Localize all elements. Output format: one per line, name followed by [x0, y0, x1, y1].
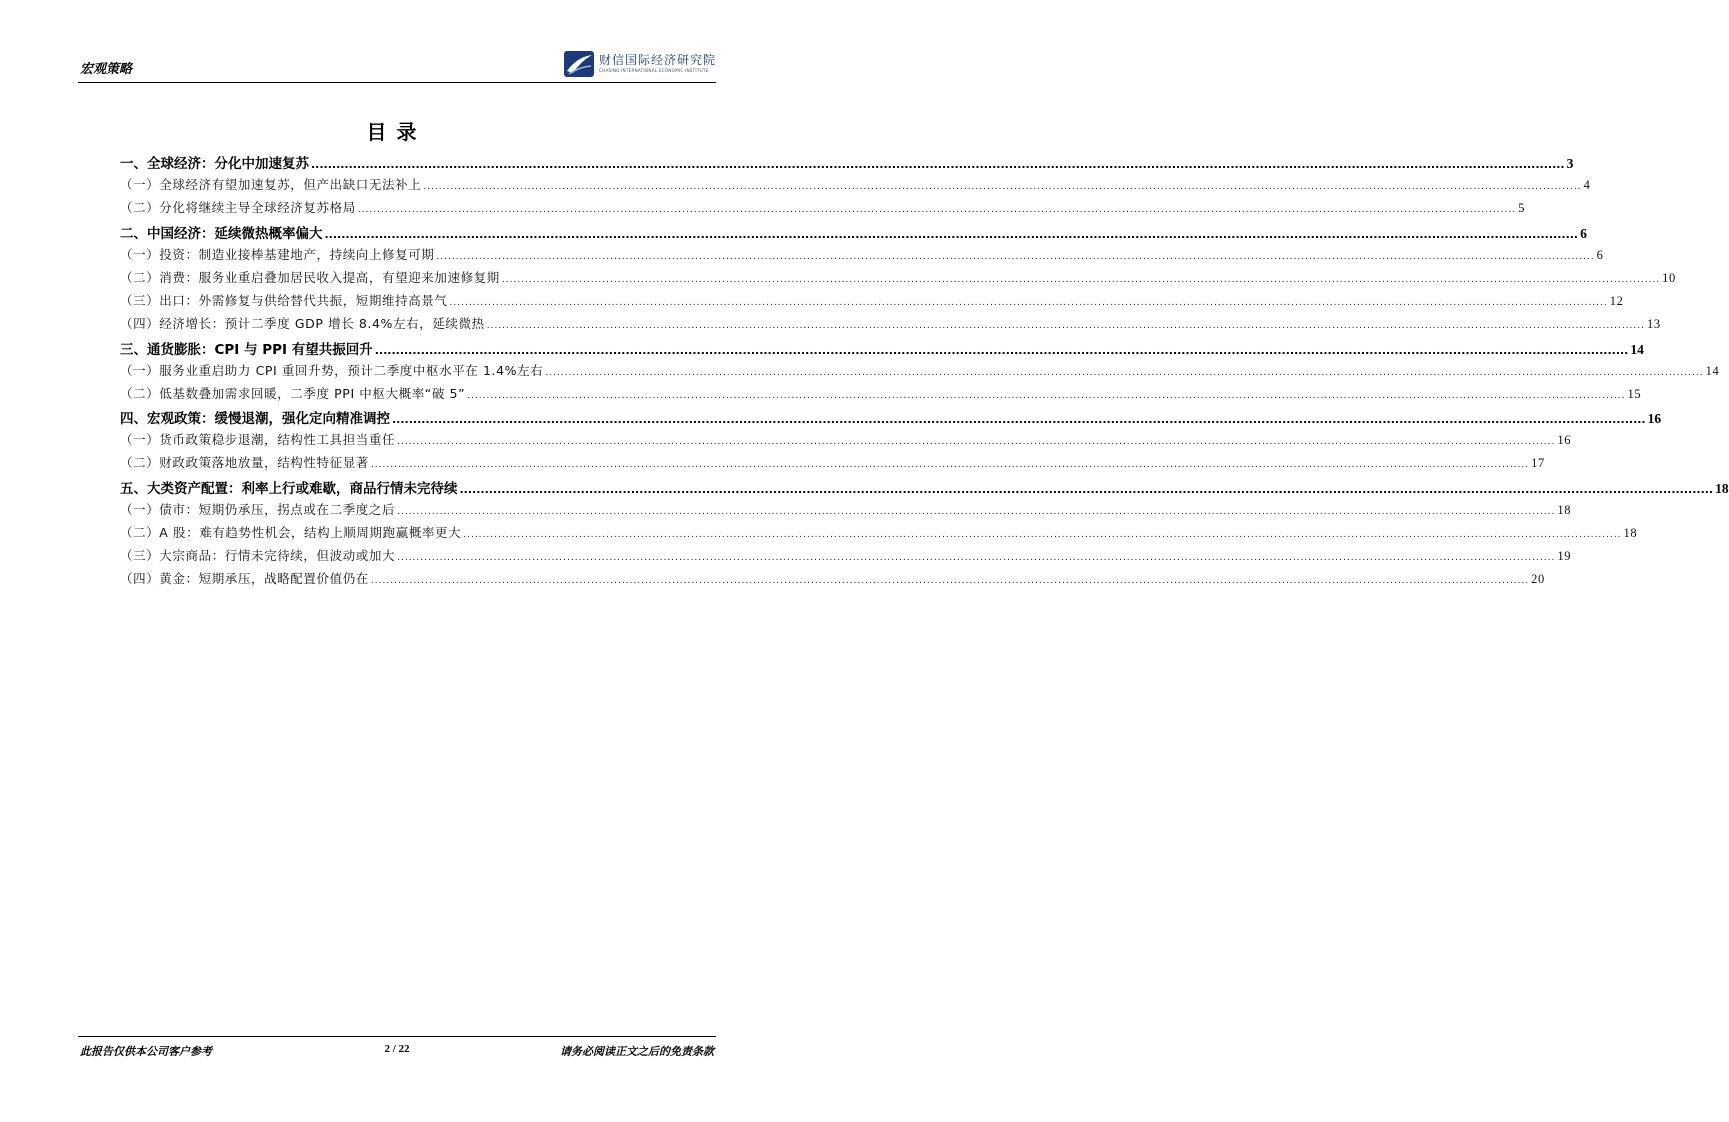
toc-subsection-entry[interactable] — [120, 500, 1572, 523]
toc-entry-page: 13 — [1647, 317, 1661, 332]
logo-chinese-name: 财信国际经济研究院 — [598, 53, 716, 68]
toc-subsection-entry[interactable] — [120, 198, 1525, 221]
toc-section-entry[interactable] — [120, 222, 1587, 245]
toc-entry-page: 18 — [1623, 526, 1638, 540]
page-header — [78, 48, 716, 83]
toc-leader-dots: ............................................................................................................................................................................................................................................................................................................ — [397, 553, 1556, 564]
toc-entry-label: （一）投资：制造业接棒基建地产，持续向上修复可期 — [120, 246, 435, 262]
toc-entry-page: 17 — [1531, 456, 1545, 471]
toc-entry-page: 14 — [1705, 363, 1720, 378]
toc-entry-label: （二）分化将继续主导全球经济复苏格局 — [120, 200, 356, 216]
toc-leader-dots: ............................................................................................................................................................................................................................................................................................................ — [397, 506, 1556, 517]
page-footer — [78, 1036, 716, 1061]
toc-entry-page: 10 — [1662, 270, 1676, 285]
toc-entry-page: 5 — [1518, 201, 1525, 216]
toc-entry-label: 一、全球经济：分化中加速复苏 — [120, 156, 309, 172]
toc-leader-dots: ............................................................................................................................................................................................................................................................................................................ — [501, 274, 1661, 285]
toc-entry-label: （三）大宗商品：行情未完待续，但波动或加大 — [120, 548, 396, 564]
toc-leader-dots: ............................................................................................................................................................................................................................................................................................................ — [397, 437, 1556, 448]
toc-entry-label: （一）服务业重启助力 CPI 重回升势，预计二季度中枢水平在 1.4%左右 — [120, 362, 544, 378]
toc-leader-dots: ............................................................................................................................................................................................................................................................................................................ — [467, 390, 1626, 401]
toc-leader-dots: ............................................................................................................................................................................................................................................................................................................ — [463, 530, 1622, 540]
toc-entry-page: 14 — [1630, 341, 1644, 357]
institute-logo — [563, 48, 716, 80]
footer-notice: 请务必阅读正文之后的免责条款 — [560, 1045, 714, 1058]
institute-logo-icon — [563, 49, 595, 79]
page-number: 2 / 22 — [384, 1043, 410, 1055]
toc-leader-dots: ............................................................................................................................................................................................................................................................................................................ — [370, 460, 1530, 471]
toc-section-entry[interactable] — [120, 477, 1729, 500]
toc-subsection-entry[interactable] — [120, 546, 1572, 569]
toc-leader-dots: ............................................................................................................................................................................................................................................................................................................ — [370, 576, 1530, 587]
toc-subsection-entry[interactable] — [120, 569, 1545, 592]
toc-subsection-entry[interactable] — [120, 523, 1638, 546]
toc-subsection-entry[interactable] — [120, 314, 1661, 337]
toc-entry-page: 6 — [1596, 247, 1604, 262]
toc-subsection-entry[interactable] — [120, 175, 1591, 198]
toc-leader-dots: ............................................................................................................................................................................................................................................................................................................ — [374, 343, 1629, 357]
toc-subsection-entry[interactable] — [120, 291, 1624, 314]
toc-leader-dots: ............................................................................................................................................................................................................................................................................................................ — [436, 251, 1595, 262]
toc-subsection-entry[interactable] — [120, 384, 1642, 407]
toc-leader-dots: ............................................................................................................................................................................................................................................................................................................ — [357, 205, 1517, 216]
toc-entry-label: （四）经济增长：预计二季度 GDP 增长 8.4%左右，延续微热 — [120, 316, 485, 332]
toc-entry-page: 4 — [1583, 178, 1591, 193]
section-label: 宏观策略 — [80, 62, 133, 77]
table-of-contents — [120, 152, 1729, 593]
toc-leader-dots: ............................................................................................................................................................................................................................................................................................................ — [486, 321, 1645, 332]
toc-entry-label: 五、大类资产配置：利率上行或难歇，商品行情未完待续 — [120, 480, 458, 497]
toc-subsection-entry[interactable] — [120, 430, 1572, 453]
toc-entry-label: （四）黄金：短期承压，战略配置价值仍在 — [120, 571, 369, 587]
toc-leader-dots: ............................................................................................................................................................................................................................................................................................................ — [392, 413, 1646, 427]
toc-title: 目录 — [366, 120, 427, 144]
toc-section-entry[interactable] — [120, 338, 1644, 361]
toc-subsection-entry[interactable] — [120, 361, 1720, 384]
toc-leader-dots: ............................................................................................................................................................................................................................................................................................................ — [545, 367, 1704, 378]
toc-leader-dots: ............................................................................................................................................................................................................................................................................................................ — [423, 182, 1582, 193]
toc-entry-label: 四、宏观政策：缓慢退潮，强化定向精准调控 — [120, 411, 390, 428]
toc-entry-page: 18 — [1715, 480, 1729, 496]
toc-section-entry[interactable] — [120, 407, 1662, 430]
toc-entry-page: 20 — [1531, 572, 1545, 587]
toc-entry-page: 16 — [1647, 411, 1662, 427]
toc-entry-label: （二）A 股：难有趋势性机会，结构上顺周期跑赢概率更大 — [120, 525, 462, 540]
toc-entry-page: 15 — [1627, 386, 1642, 401]
toc-entry-label: （二）消费：服务业重启叠加居民收入提高，有望迎来加速修复期 — [120, 269, 500, 285]
logo-english-name: CHASING INTERNATIONAL ECONOMIC INSTITUTE — [598, 68, 709, 74]
toc-leader-dots: ............................................................................................................................................................................................................................................................................................................ — [449, 298, 1608, 309]
toc-section-entry[interactable] — [120, 152, 1574, 175]
toc-entry-page: 16 — [1557, 433, 1572, 448]
footer-disclaimer: 此报告仅供本公司客户参考 — [80, 1045, 212, 1058]
toc-entry-page: 18 — [1557, 502, 1572, 517]
toc-entry-page: 19 — [1557, 549, 1572, 564]
toc-entry-page: 6 — [1580, 225, 1587, 241]
toc-entry-label: （二）财政政策落地放量，结构性特征显著 — [120, 455, 369, 471]
toc-subsection-entry[interactable] — [120, 453, 1545, 476]
toc-entry-label: 二、中国经济：延续微热概率偏大 — [120, 225, 323, 242]
toc-entry-label: （二）低基数叠加需求回暖，二季度 PPI 中枢大概率“破 5” — [120, 385, 466, 401]
toc-entry-page: 3 — [1566, 156, 1574, 171]
toc-entry-label: 三、通货膨胀：CPI 与 PPI 有望共振回升 — [120, 341, 373, 358]
toc-entry-label: （一）债市：短期仍承压，拐点或在二季度之后 — [120, 501, 396, 517]
toc-subsection-entry[interactable] — [120, 245, 1604, 268]
toc-entry-label: （一）货币政策稳步退潮，结构性工具担当重任 — [120, 432, 396, 448]
toc-leader-dots: ............................................................................................................................................................................................................................................................................................................ — [311, 158, 1565, 171]
toc-entry-label: （一）全球经济有望加速复苏，但产出缺口无法补上 — [120, 177, 422, 193]
toc-subsection-entry[interactable] — [120, 268, 1676, 291]
toc-entry-page: 12 — [1609, 294, 1624, 309]
toc-leader-dots: ............................................................................................................................................................................................................................................................................................................ — [324, 227, 1579, 241]
toc-entry-label: （三）出口：外需修复与供给替代共振，短期维持高景气 — [120, 293, 448, 309]
toc-leader-dots: ............................................................................................................................................................................................................................................................................................................ — [459, 482, 1714, 496]
